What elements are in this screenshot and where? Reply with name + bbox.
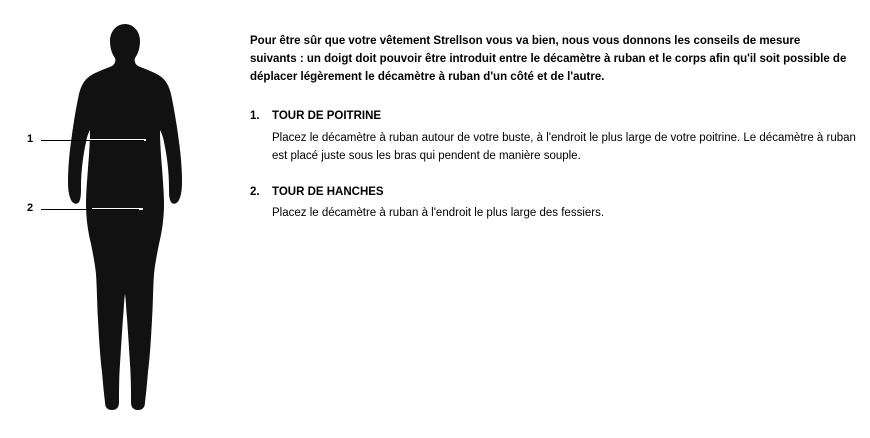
instructions-area: [250, 33, 860, 242]
chest-marker-number: 1: [27, 133, 34, 145]
chest-section-number: 1.: [250, 110, 260, 123]
figure-area: [0, 0, 250, 438]
hips-section-title: TOUR DE HANCHES: [272, 186, 384, 199]
chest-section-title: TOUR DE POITRINE: [272, 110, 382, 123]
hips-section-number: 2.: [250, 186, 260, 199]
hip-marker-number: 2: [27, 202, 34, 214]
chest-section-heading: [250, 108, 860, 124]
hips-section-text: Placez le décamètre à ruban à l'endroit le plus large des fessiers.: [272, 207, 605, 220]
chest-marker-line: [41, 140, 144, 141]
measurement-section-hips: [250, 184, 860, 222]
hips-section-heading: [250, 184, 860, 200]
intro-paragraph: Pour être sûr que votre vêtement Strellson vous va bien, nous vous donnons les conseils de mesure suivants : un doigt doit pouvoir être introduit entre le décamètre à ruban et le corps afin qu'il soit possible de déplacer légèrement le décamètre à ruban d'un côté et de l'autre.: [250, 35, 847, 83]
measurement-section-chest: [250, 108, 860, 165]
male-body-silhouette-icon: [60, 22, 190, 412]
hip-marker-line: [41, 209, 139, 210]
chest-section-text: Placez le décamètre à ruban autour de votre buste, à l'endroit le plus large de votre poitrine. Le décamètre à ruban est placé juste sous les bras qui pendent de manière souple.: [272, 131, 856, 162]
